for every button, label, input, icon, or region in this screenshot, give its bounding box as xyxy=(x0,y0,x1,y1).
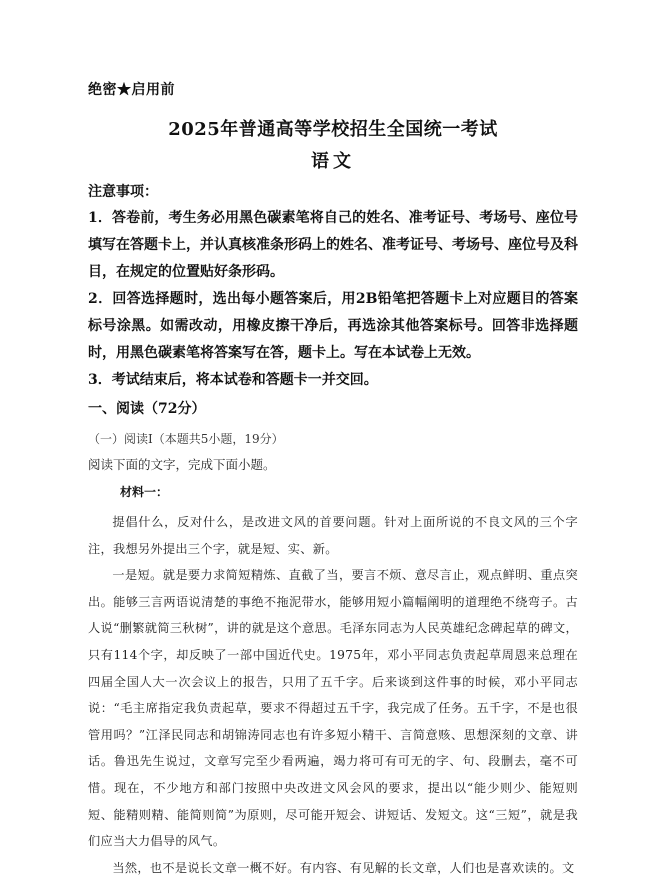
sub-section-heading: （一）阅读Ⅰ（本题共5小题，19分） xyxy=(88,432,284,446)
paragraph: 提倡什么，反对什么，是改进文风的首要问题。针对上面所说的不良文风的三个字注，我想另外提出三个字，就是短、实、新。 xyxy=(88,515,578,556)
subject-title: 语文 xyxy=(311,151,355,172)
material-label: 材料一： xyxy=(120,485,169,499)
note-item: 2．回答选择题时，选出每小题答案后，用2B铅笔把答题卡上对应题目的答案标号涂黑。如需改动，用橡皮擦干净后，再选涂其他答案标号。回答非选择题时，用黑色碳素笔将答案写在答，题卡上。写在本试卷上无效。 xyxy=(88,291,578,361)
section-heading: 一、阅读（72分） xyxy=(88,401,206,417)
exam-title: 2025年普通高等学校招生全国统一考试 xyxy=(168,119,498,140)
reading-instruction: 阅读下面的文字，完成下面小题。 xyxy=(88,457,276,472)
material-text xyxy=(88,509,578,881)
note-item: 3．考试结束后，将本试卷和答题卡一并交回。 xyxy=(88,372,378,388)
notes-heading: 注意事项： xyxy=(88,184,158,200)
paragraph: 一是短。就是要力求简短精炼、直截了当，要言不烦、意尽言止，观点鲜明、重点突出。能够三言两语说清楚的事绝不拖泥带水，能够用短小篇幅阐明的道理绝不绕弯子。古人说“删繁就简三秋树”，讲的就是这个意思。毛泽东同志为人民英雄纪念碑起草的碑文，只有114个字，却反映了一部中国近代史。1975年，邓小平同志负责起草周恩来总理在四届全国人大一次会议上的报告，只用了五千字。后来谈到这件事的时候，邓小平同志说：“毛主席指定我负责起草，要求不得超过五千字，我完成了任务。五千字，不是也很管用吗？”江泽民同志和胡锦涛同志也有许多短小精干、言简意赅、思想深刻的文章、讲话。鲁迅先生说过，文章写完至少看两遍，竭力将可有可无的字、句、段删去，毫不可惜。现在，不少地方和部门按照中央改进文风会风的要求，提出以“能少则少、能短则短、能精则精、能简则简”为原则，尽可能开短会、讲短话、发短文。这“三短”，就是我们应当大力倡导的风气。 xyxy=(88,568,578,849)
paragraph: 当然，也不是说长文章一概不好。有内容、有见解的长文章，人们也是喜欢读的。文 xyxy=(112,860,575,875)
confidential-mark: 绝密★启用前 xyxy=(88,82,175,98)
notes-list xyxy=(88,205,578,394)
note-item: 1．答卷前，考生务必用黑色碳素笔将自己的姓名、准考证号、考场号、座位号填写在答题卡上，并认真核准条形码上的姓名、准考证号、考场号、座位号及科目，在规定的位置贴好条形码。 xyxy=(88,210,578,280)
